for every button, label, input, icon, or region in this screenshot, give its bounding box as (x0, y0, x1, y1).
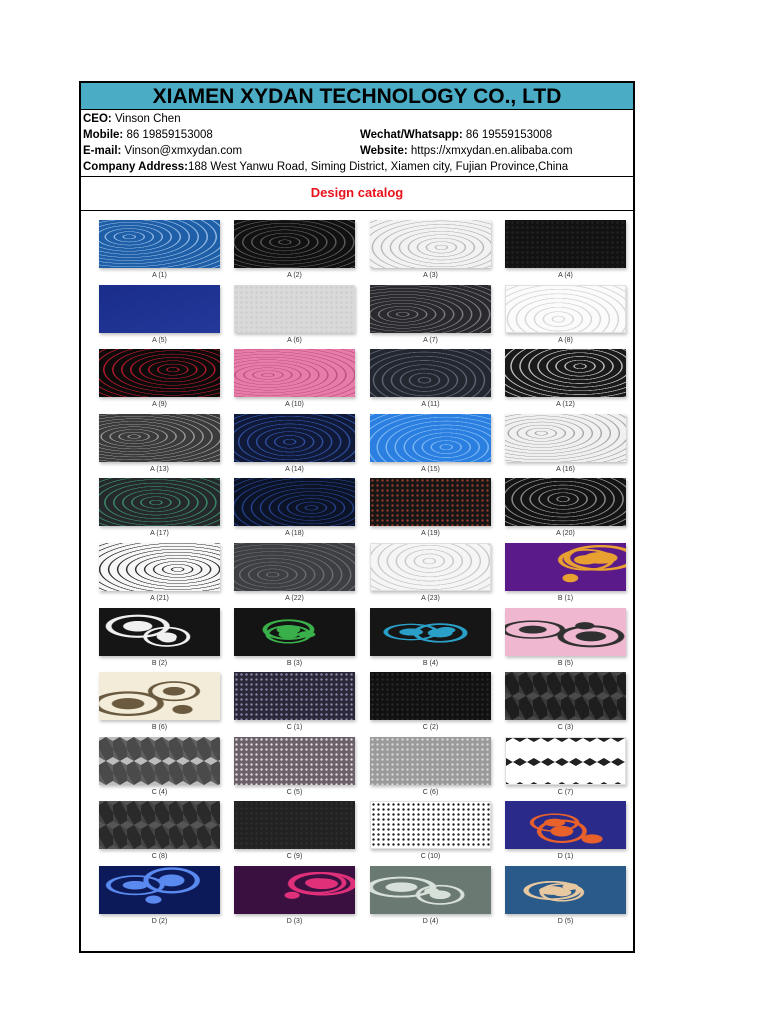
website-label: Website: (360, 145, 408, 157)
design-label: A (16) (556, 465, 575, 473)
design-label: B (3) (286, 659, 303, 667)
design-label: C (10) (420, 853, 441, 861)
design-swatch (505, 349, 626, 397)
design-label: A (8) (558, 336, 573, 344)
design-swatch (234, 801, 355, 849)
design-label: A (6) (287, 336, 302, 344)
design-swatch (370, 349, 491, 397)
design-swatch (234, 672, 355, 720)
design-label: A (15) (421, 465, 440, 473)
design-swatch (234, 349, 355, 397)
address-value: 188 West Yanwu Road, Siming District, Xiamen city, Fujian Province,China (188, 161, 569, 173)
design-label: C (4) (151, 788, 168, 796)
design-swatch (99, 672, 220, 720)
design-swatch (505, 285, 626, 333)
design-label: D (5) (557, 918, 574, 925)
design-swatch (370, 608, 491, 656)
design-label: A (9) (152, 401, 167, 409)
design-swatch (370, 478, 491, 526)
design-swatch (505, 672, 626, 720)
design-swatch (234, 866, 355, 914)
design-swatch (99, 478, 220, 526)
design-swatch (505, 866, 626, 914)
design-label: A (20) (556, 530, 575, 538)
design-label: D (2) (151, 918, 168, 925)
design-label: A (14) (285, 465, 304, 473)
design-label: A (4) (558, 272, 573, 279)
design-label: A (3) (423, 272, 438, 279)
design-swatch (234, 737, 355, 785)
design-grid (81, 83, 633, 951)
design-swatch (99, 414, 220, 462)
design-swatch (505, 478, 626, 526)
design-label: B (4) (422, 659, 439, 667)
design-label: C (1) (286, 724, 303, 732)
design-swatch (99, 285, 220, 333)
design-swatch (234, 285, 355, 333)
design-label: C (9) (286, 853, 303, 861)
website-value: https://xmxydan.en.alibaba.com (407, 145, 573, 157)
design-label: B (1) (557, 595, 574, 602)
address-label: Company Address: (83, 161, 189, 173)
design-label: B (5) (557, 659, 574, 667)
design-swatch (234, 478, 355, 526)
design-label: D (4) (422, 918, 439, 925)
ceo-value: Vinson Chen (111, 113, 181, 125)
design-label: C (3) (557, 724, 574, 732)
design-swatch (370, 220, 491, 268)
design-label: C (8) (151, 853, 168, 861)
design-label: A (10) (285, 401, 304, 409)
design-swatch (370, 866, 491, 914)
design-label: A (22) (285, 595, 304, 602)
design-label: C (7) (557, 788, 574, 796)
design-swatch (505, 737, 626, 785)
design-swatch (370, 672, 491, 720)
design-swatch (99, 608, 220, 656)
design-label: A (2) (287, 272, 302, 279)
design-swatch (505, 801, 626, 849)
design-label: A (23) (421, 595, 440, 602)
design-swatch (99, 220, 220, 268)
catalog-sheet (79, 81, 635, 953)
ceo-label: CEO: (83, 113, 112, 125)
design-label: A (1) (152, 272, 167, 279)
design-swatch (234, 220, 355, 268)
design-swatch (99, 866, 220, 914)
wechat-value: 86 19559153008 (462, 129, 553, 141)
design-swatch (370, 737, 491, 785)
design-label: B (6) (151, 724, 168, 732)
design-label: A (17) (150, 530, 169, 538)
design-swatch (99, 543, 220, 591)
design-label: C (6) (422, 788, 439, 796)
design-label: A (18) (285, 530, 304, 538)
design-label: D (1) (557, 853, 574, 861)
design-label: A (19) (421, 530, 440, 538)
design-swatch (505, 414, 626, 462)
design-swatch (234, 414, 355, 462)
mobile-value: 86 19859153008 (123, 129, 213, 141)
design-label: A (7) (423, 336, 438, 344)
design-label: A (21) (150, 595, 169, 602)
design-label: A (5) (152, 336, 167, 344)
design-label: C (2) (422, 724, 439, 732)
design-label: C (5) (286, 788, 303, 796)
email-value: Vinson@xmxydan.com (121, 145, 243, 157)
email-label: E-mail: (83, 145, 122, 157)
design-label: B (2) (151, 659, 168, 667)
design-swatch (505, 543, 626, 591)
company-title: XIAMEN XYDAN TECHNOLOGY CO., LTD (81, 83, 633, 110)
wechat-label: Wechat/Whatsapp: (360, 129, 463, 141)
design-label: A (12) (556, 401, 575, 409)
design-swatch (505, 220, 626, 268)
design-swatch (99, 737, 220, 785)
design-swatch (99, 349, 220, 397)
design-label: A (11) (421, 401, 440, 409)
design-swatch (99, 801, 220, 849)
mobile-label: Mobile: (83, 129, 124, 141)
design-swatch (370, 543, 491, 591)
design-swatch (234, 608, 355, 656)
design-swatch (370, 801, 491, 849)
design-label: A (13) (150, 465, 169, 473)
design-swatch (234, 543, 355, 591)
catalog-title: Design catalog (310, 185, 404, 200)
design-label: D (3) (286, 918, 303, 925)
design-swatch (505, 608, 626, 656)
design-swatch (370, 414, 491, 462)
design-swatch (370, 285, 491, 333)
